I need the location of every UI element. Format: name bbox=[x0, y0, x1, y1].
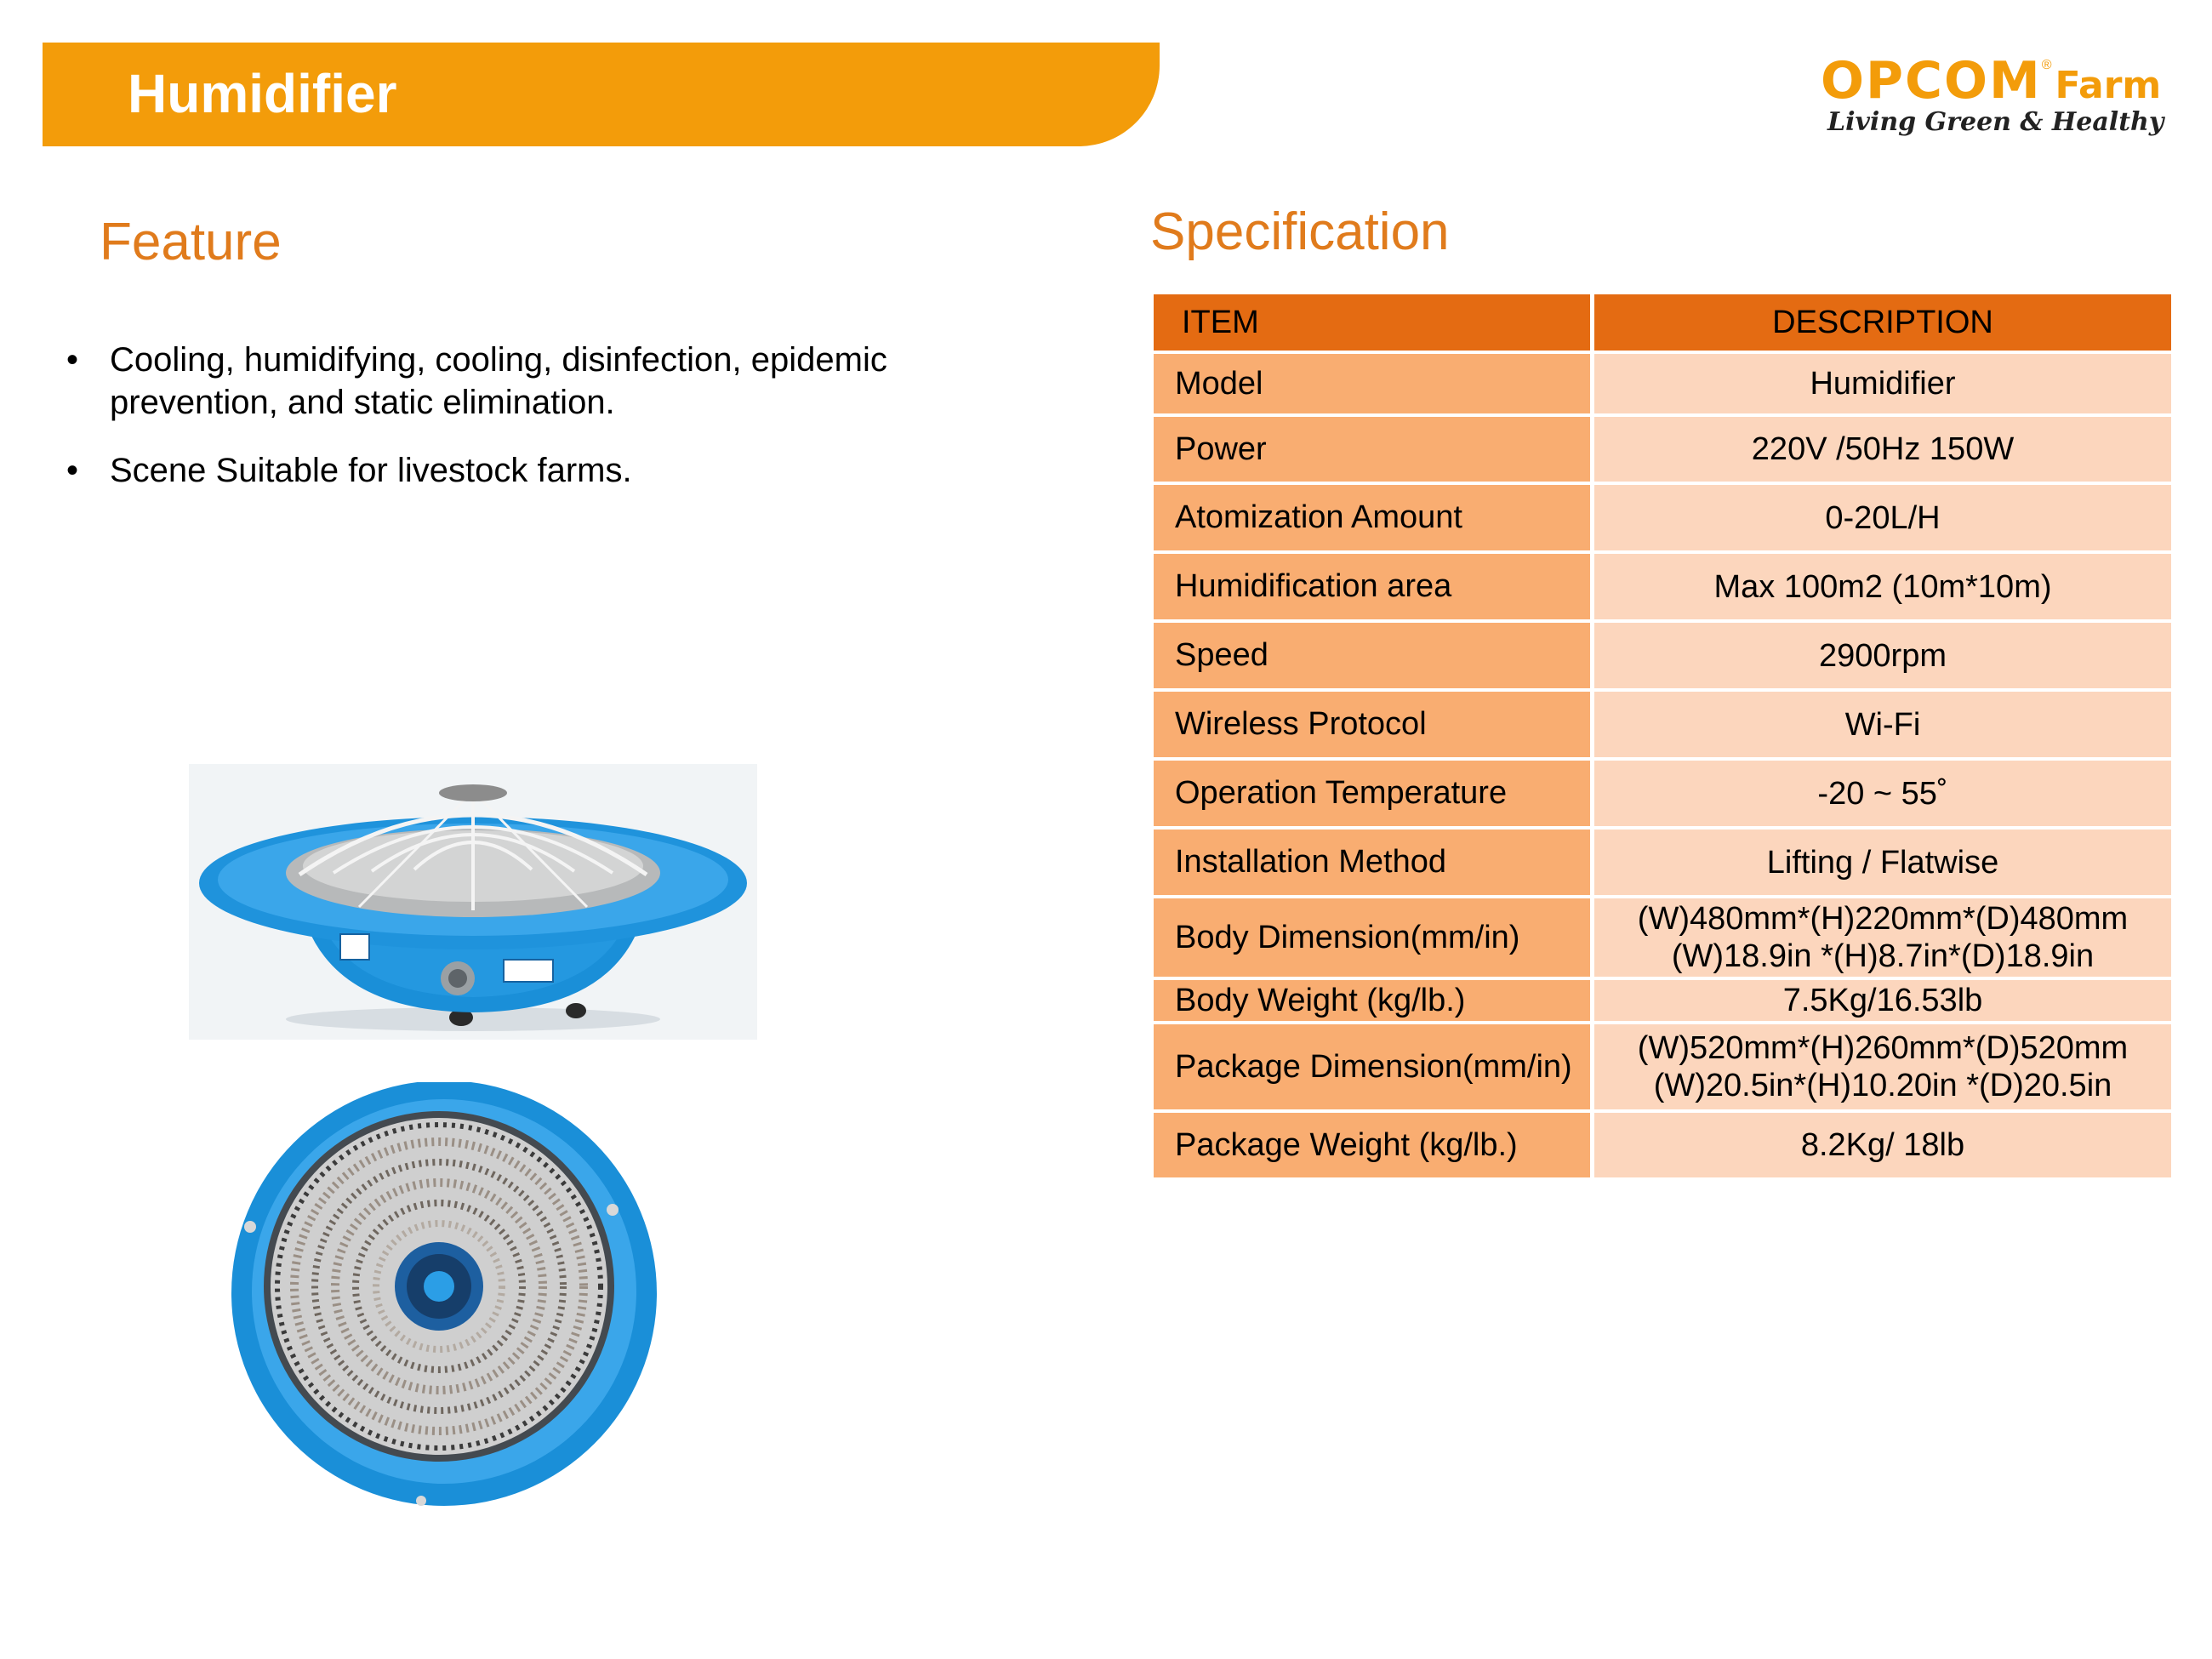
humidifier-side-view-photo bbox=[189, 764, 757, 1040]
table-row bbox=[1154, 761, 2171, 826]
specification-heading: Specification bbox=[1150, 202, 1450, 261]
row-item: Speed bbox=[1154, 623, 1590, 688]
table-row bbox=[1154, 1113, 2171, 1177]
description-text: (W)480mm*(H)220mm*(D)480mm bbox=[1637, 901, 2129, 937]
row-description bbox=[1594, 980, 2171, 1021]
row-description bbox=[1594, 761, 2171, 826]
row-item: Body Dimension(mm/in) bbox=[1154, 898, 1590, 977]
description-text: (W)20.5in*(H)10.20in *(D)20.5in bbox=[1653, 1068, 2112, 1103]
description-text: 220V /50Hz 150W bbox=[1751, 431, 2015, 467]
description-text: Humidifier bbox=[1810, 366, 1956, 402]
row-item: Power bbox=[1154, 417, 1590, 482]
table-row bbox=[1154, 898, 2171, 977]
row-item: Model bbox=[1154, 354, 1590, 413]
feature-text: Cooling, humidifying, cooling, disinfection, epidemic prevention, and static elimination. bbox=[110, 341, 887, 421]
column-header-description: DESCRIPTION bbox=[1594, 294, 2171, 351]
table-row bbox=[1154, 485, 2171, 550]
description-text: Wi-Fi bbox=[1844, 706, 1921, 743]
feature-list bbox=[66, 339, 1053, 517]
logo-tagline: Living Green & Healthy bbox=[1827, 107, 2164, 137]
feature-heading: Feature bbox=[100, 213, 282, 271]
bullet-icon: • bbox=[66, 341, 79, 379]
row-description bbox=[1594, 623, 2171, 688]
row-description bbox=[1594, 554, 2171, 619]
description-text: (W)18.9in *(H)8.7in*(D)18.9in bbox=[1671, 938, 2095, 974]
bullet-icon: • bbox=[66, 452, 79, 489]
logo-registered-mark: ® bbox=[2041, 58, 2052, 72]
description-text: (W)520mm*(H)260mm*(D)520mm bbox=[1637, 1030, 2129, 1066]
table-row bbox=[1154, 623, 2171, 688]
title-banner bbox=[43, 43, 1160, 146]
description-text: 7.5Kg/16.53lb bbox=[1782, 983, 1983, 1018]
description-text: 0-20L/H bbox=[1825, 499, 1941, 536]
feature-item bbox=[66, 449, 1053, 492]
feature-text: Scene Suitable for livestock farms. bbox=[110, 452, 632, 489]
row-description bbox=[1594, 692, 2171, 757]
table-row bbox=[1154, 692, 2171, 757]
row-description bbox=[1594, 1113, 2171, 1177]
page-title: Humidifier bbox=[128, 63, 397, 124]
description-text: Max 100m2 (10m*10m) bbox=[1713, 568, 2052, 605]
table-row bbox=[1154, 980, 2171, 1021]
logo-suffix: Farm bbox=[2055, 64, 2162, 107]
row-item: Body Weight (kg/lb.) bbox=[1154, 980, 1590, 1021]
row-description bbox=[1594, 485, 2171, 550]
row-item: Package Dimension(mm/in) bbox=[1154, 1024, 1590, 1109]
table-header-row bbox=[1154, 294, 2171, 351]
row-item: Wireless Protocol bbox=[1154, 692, 1590, 757]
table-row bbox=[1154, 417, 2171, 482]
row-description bbox=[1594, 830, 2171, 895]
row-item: Installation Method bbox=[1154, 830, 1590, 895]
description-text: Lifting / Flatwise bbox=[1766, 844, 1999, 881]
table-row bbox=[1154, 354, 2171, 413]
description-text: 2900rpm bbox=[1819, 637, 1947, 674]
row-item: Humidification area bbox=[1154, 554, 1590, 619]
row-item: Atomization Amount bbox=[1154, 485, 1590, 550]
table-row bbox=[1154, 1024, 2171, 1109]
row-description bbox=[1594, 417, 2171, 482]
row-description bbox=[1594, 898, 2171, 977]
humidifier-top-view-photo bbox=[213, 1082, 672, 1509]
table-row bbox=[1154, 830, 2171, 895]
logo-brand: OPCOM bbox=[1821, 51, 2042, 111]
row-description bbox=[1594, 354, 2171, 413]
description-text: -20 ~ 55˚ bbox=[1817, 775, 1948, 812]
logo-wordmark bbox=[1821, 51, 2161, 111]
opcom-farm-logo bbox=[1821, 51, 2169, 145]
row-item: Package Weight (kg/lb.) bbox=[1154, 1113, 1590, 1177]
row-item: Operation Temperature bbox=[1154, 761, 1590, 826]
table-row bbox=[1154, 554, 2171, 619]
feature-item bbox=[66, 339, 1053, 424]
row-description bbox=[1594, 1024, 2171, 1109]
description-text: 8.2Kg/ 18lb bbox=[1800, 1127, 1965, 1163]
column-header-item: ITEM bbox=[1154, 294, 1590, 351]
